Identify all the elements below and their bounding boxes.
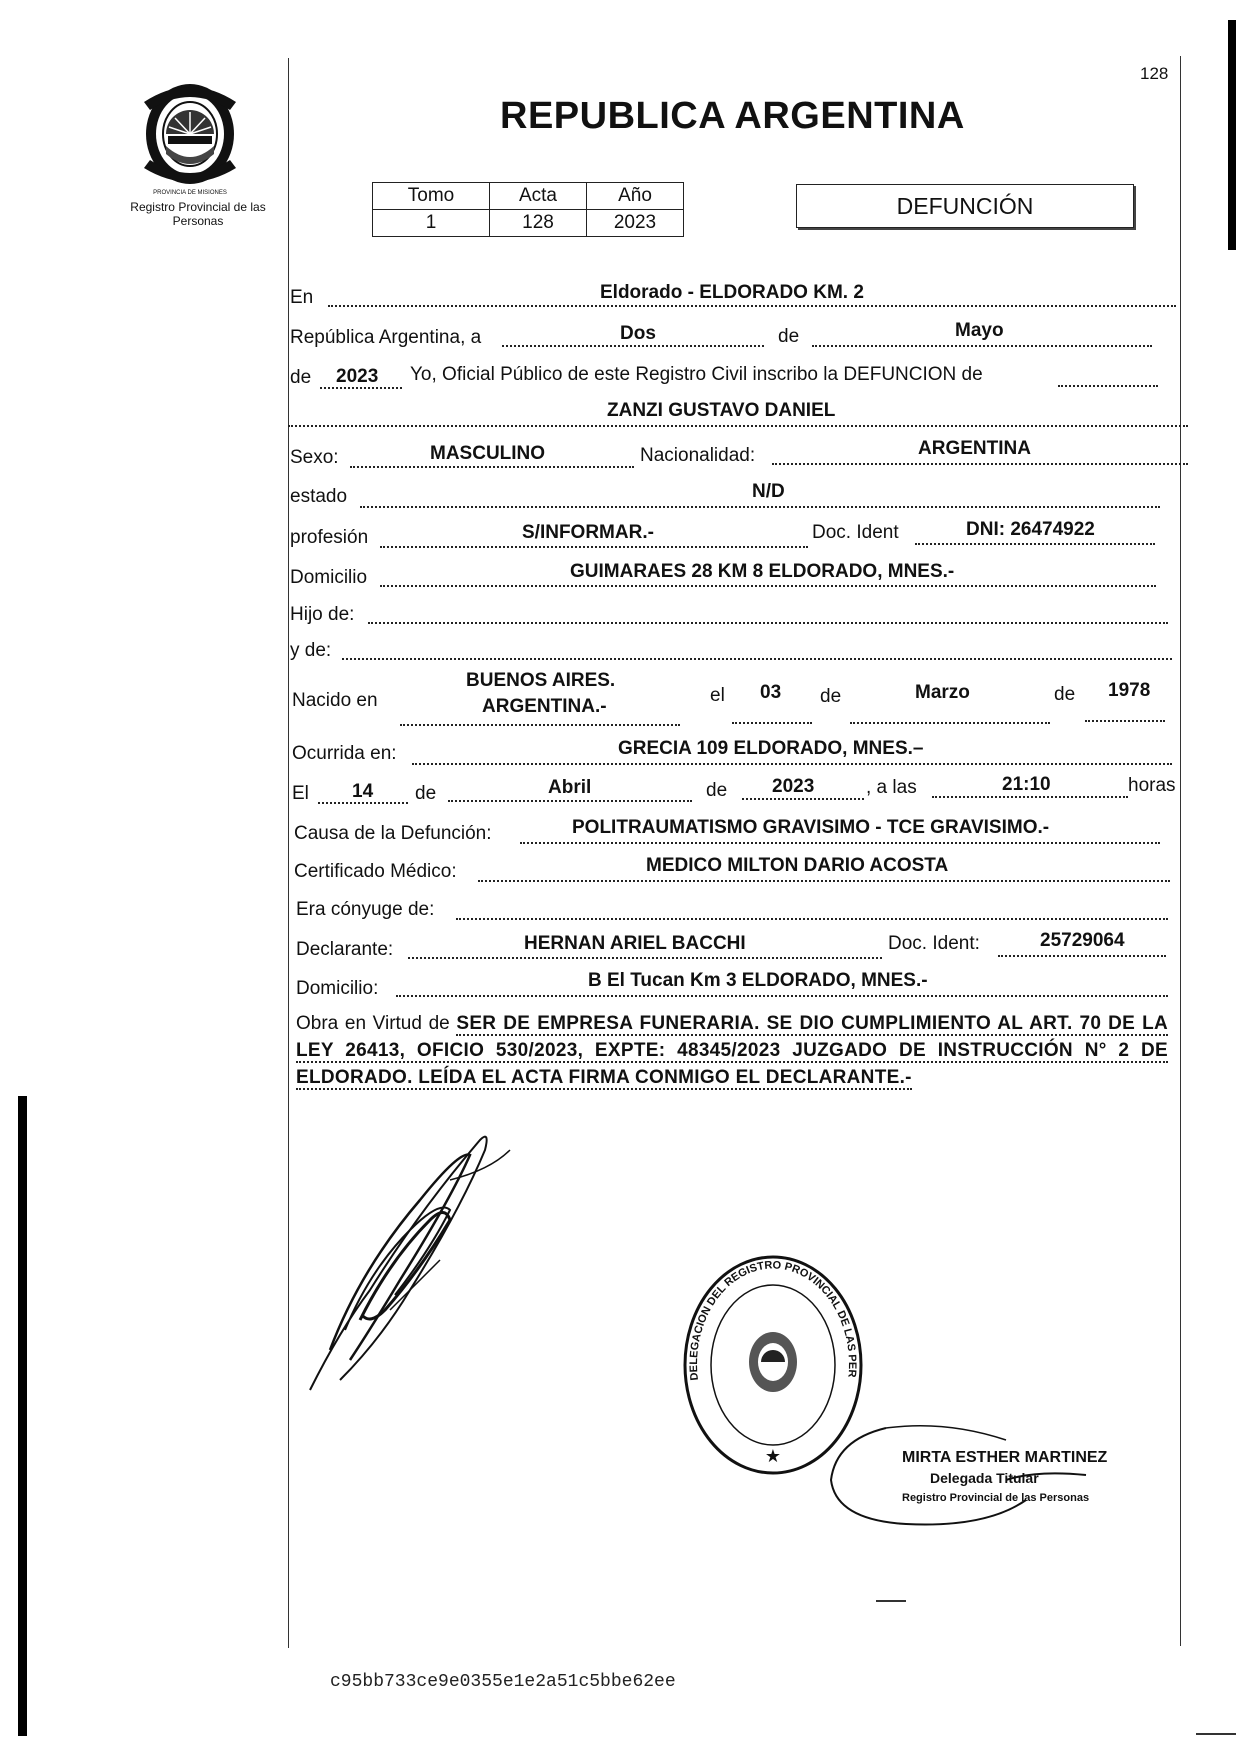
dots-address [380,585,1156,587]
seal-lettering: DELEGACION DEL REGISTRO PROVINCIAL DE LAS PER [687,1259,859,1382]
registry-caption: Registro Provincial de las Personas [130,200,266,228]
value-occurred-at: GRECIA 109 ELDORADO, MNES.– [618,738,924,759]
dots-profession [380,546,808,548]
scan-mark-2 [1196,1733,1236,1735]
register-value-anio: 2023 [587,210,684,237]
register-header-tomo: Tomo [373,183,490,210]
dots-cause [520,842,1160,844]
register-value-acta: 128 [490,210,587,237]
dots-birth-year [1085,720,1165,722]
document-hash: c95bb733ce9e0355e1e2a51c5bbe62ee [330,1672,676,1692]
value-document: DNI: 26474922 [966,519,1095,540]
obra-paragraph [296,1010,1168,1091]
register-value-tomo: 1 [373,210,490,237]
value-birth-day: 03 [760,682,782,703]
page-number: 128 [1140,64,1169,83]
register-header-anio: Año [587,183,684,210]
dots-month [812,345,1152,347]
dots-death-month [448,800,692,802]
label-declarante: Declarante: [296,939,394,960]
value-declarant-doc: 25729064 [1040,930,1125,951]
value-day-text: Dos [620,323,656,344]
scan-edge-left [18,1096,27,1736]
dots-and-of [342,658,1172,660]
form-left-border [288,58,289,1648]
label-nacido-en: Nacido en [292,690,378,711]
declarant-signature [300,1120,530,1400]
dots-deceased-name [288,425,1188,427]
scan-mark [876,1600,906,1602]
value-cause: POLITRAUMATISMO GRAVISIMO - TCE GRAVISIMO.- [572,817,1050,838]
label-doc-ident-declarant: Doc. Ident: [888,933,980,954]
label-y-de: y de: [290,640,332,661]
label-domicilio-declarant: Domicilio: [296,978,379,999]
label-obra: Obra en Virtud de [296,1013,450,1034]
label-el-death: El [292,783,309,804]
page-title: REPUBLICA ARGENTINA [500,95,965,137]
label-oficial-text: Yo, Oficial Público de este Registro Civil inscribo la DEFUNCION de [410,364,983,385]
value-declarant: HERNAN ARIEL BACCHI [524,933,746,954]
value-medical-certificate: MEDICO MILTON DARIO ACOSTA [646,855,949,876]
value-death-time: 21:10 [1002,774,1051,795]
label-causa: Causa de la Defunción: [294,823,492,844]
value-declarant-address: B El Tucan Km 3 ELDORADO, MNES.- [588,970,928,991]
label-domicilio: Domicilio [290,567,368,588]
official-name: MIRTA ESTHER MARTINEZ [902,1449,1108,1466]
label-horas: horas [1128,775,1176,796]
value-death-year: 2023 [772,776,815,797]
value-address: GUIMARAES 28 KM 8 ELDORADO, MNES.- [570,561,955,582]
dots-nationality [772,463,1188,465]
label-profesion: profesión [290,527,369,548]
dots-day [502,345,764,347]
value-year: 2023 [336,366,379,387]
label-certificado: Certificado Médico: [294,861,457,882]
value-sex: MASCULINO [430,443,546,464]
label-de-year: de [290,367,312,388]
value-death-month: Abril [548,777,592,798]
value-civil-status: N/D [752,481,785,502]
label-de-death-year: de [706,780,728,801]
seal-star-icon: ★ [764,1446,782,1467]
label-republica: República Argentina, a [290,327,482,348]
official-role: Delegada Titular [930,1470,1039,1486]
act-type-box: DEFUNCIÓN [796,184,1134,228]
coat-of-arms-lettering: PROVINCIA DE MISIONES [153,190,227,196]
label-de-birth-year: de [1054,684,1076,705]
dots-birthplace [400,724,680,726]
label-en: En [290,287,314,308]
label-sexo: Sexo: [290,447,339,468]
dots-declarant-doc [998,955,1166,957]
official-registry: Registro Provincial de las Personas [902,1492,1090,1504]
dots-oficial-end [1058,385,1158,387]
label-doc-ident: Doc. Ident [812,522,899,543]
official-stamp [902,1448,1107,1508]
dots-death-year [742,798,864,800]
value-place: Eldorado - ELDORADO KM. 2 [600,282,864,303]
value-birth-month: Marzo [915,682,970,703]
value-birthplace-line1: BUENOS AIRES. [466,670,616,691]
label-a-las: , a las [866,777,917,798]
register-box [372,182,684,237]
dots-birth-month [850,722,1050,724]
label-de-death-month: de [415,783,437,804]
value-profession: S/INFORMAR.- [522,522,654,543]
dots-document [915,543,1155,545]
label-conyuge: Era cónyuge de: [296,899,435,920]
dots-spouse [456,918,1168,920]
dots-place [328,305,1176,307]
dots-sex [350,466,634,468]
label-ocurrida-en: Ocurrida en: [292,743,397,764]
value-death-day: 14 [352,781,374,802]
dots-son-of [368,622,1168,624]
value-birth-year: 1978 [1108,680,1151,701]
value-birthplace-line2: ARGENTINA.- [482,696,607,717]
label-nacionalidad: Nacionalidad: [640,445,756,466]
dots-declarant [408,957,882,959]
label-de-birth-month: de [820,686,842,707]
form-right-border [1180,56,1181,1646]
value-month-text: Mayo [955,320,1004,341]
label-hijo-de: Hijo de: [290,604,355,625]
dots-declarant-address [396,995,1168,997]
dots-medical-certificate [478,880,1170,882]
dots-civil-status [360,506,1160,508]
scan-edge-right [1228,20,1236,250]
value-nationality: ARGENTINA [918,438,1031,459]
register-header-acta: Acta [490,183,587,210]
province-coat-of-arms [130,72,250,198]
label-el-birth: el [710,685,725,706]
value-deceased-name: ZANZI GUSTAVO DANIEL [607,400,836,421]
label-estado: estado [290,486,348,507]
label-de-month: de [778,326,800,347]
dots-occurred-at [412,763,1172,765]
dots-death-time [932,796,1128,798]
value-obra-text: SER DE EMPRESA FUNERARIA. SE DIO CUMPLIMIENTO AL ART. 70 DE LA LEY 26413, OFICIO 530/2023, EXPTE: 48345/2023 JUZGADO DE INSTRUCCIÓN N° 2 DE ELDORADO. LEÍDA EL ACTA FIRMA CONMIGO EL DECLARANTE.- [296,1013,1168,1088]
dots-birth-day [732,722,812,724]
